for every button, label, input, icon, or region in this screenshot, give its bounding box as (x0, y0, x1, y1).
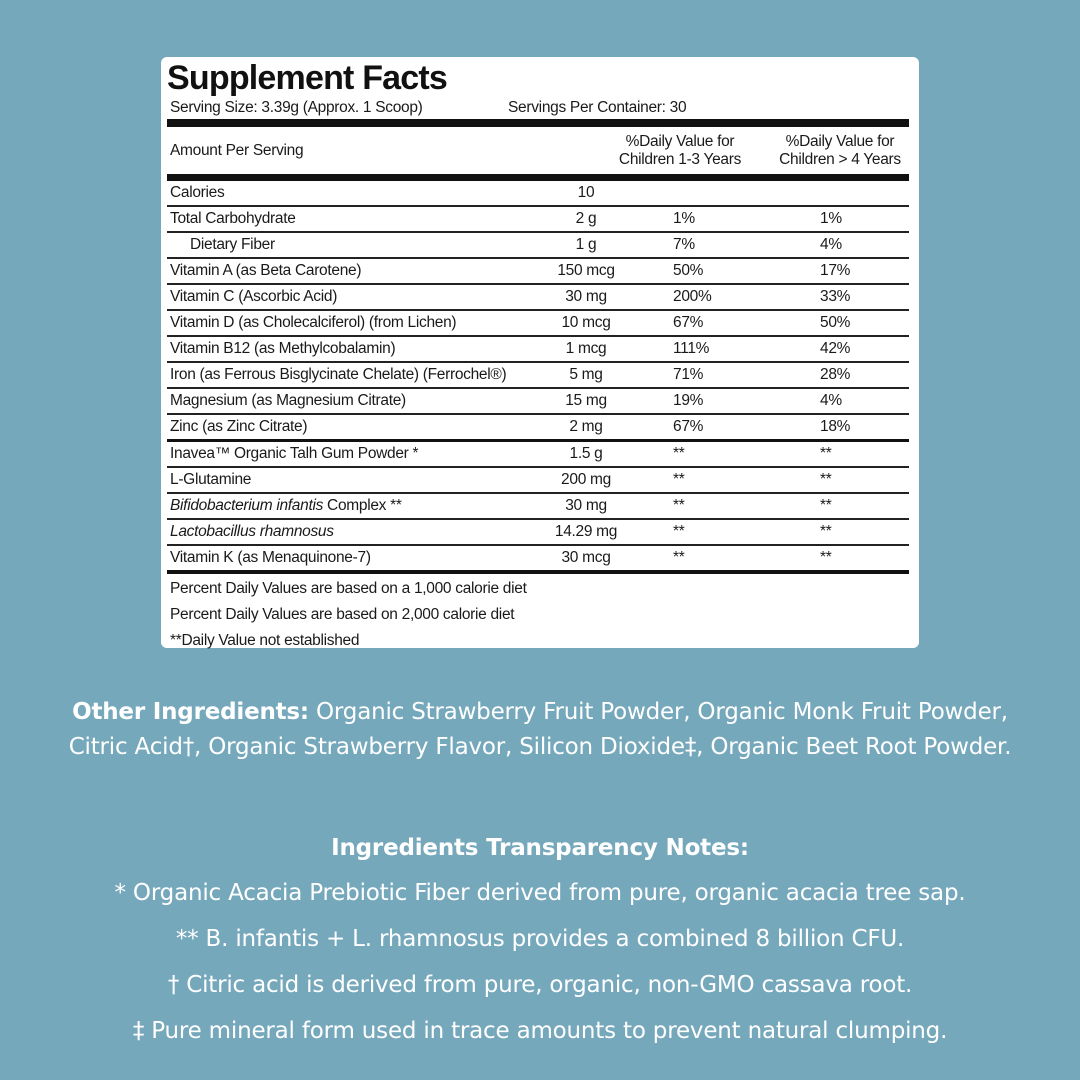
row-dv-children-1-3: ** (673, 549, 685, 566)
table-row (167, 546, 909, 570)
row-amount: 1.5 g (569, 445, 603, 462)
serving-size: Serving Size: 3.39g (Approx. 1 Scoop) (170, 99, 423, 116)
row-amount: 10 mcg (561, 314, 611, 331)
amount-per-serving-header: Amount Per Serving (170, 141, 304, 159)
table-row (167, 207, 909, 233)
supplement-facts-panel (161, 57, 919, 648)
row-dv-children-4: 4% (820, 236, 842, 253)
row-name: Magnesium (as Magnesium Citrate) (170, 392, 406, 409)
row-amount: 1 g (575, 236, 597, 253)
row-dv-children-4: ** (820, 471, 832, 488)
dv-children-1-3-header (600, 133, 760, 169)
row-name: Vitamin D (as Cholecalciferol) (from Lichen) (170, 314, 457, 331)
row-dv-children-1-3: 71% (673, 366, 704, 383)
dv-children-4-line2: Children > 4 Years (779, 150, 901, 168)
row-dv-children-1-3: 200% (673, 288, 712, 305)
table-row (167, 415, 909, 439)
serving-info (167, 97, 909, 119)
table-row (167, 181, 909, 207)
table-header (167, 127, 909, 177)
row-dv-children-4: 18% (820, 418, 851, 435)
row-amount: 30 mcg (561, 549, 611, 566)
row-amount: 2 mg (569, 418, 603, 435)
row-dv-children-4: 17% (820, 262, 851, 279)
footnotes (167, 574, 909, 654)
supplement-facts-title: Supplement Facts (167, 59, 448, 97)
row-name: Zinc (as Zinc Citrate) (170, 418, 308, 435)
footnote-2000-calorie: Percent Daily Values are based on 2,000 calorie diet (170, 606, 515, 623)
row-name: Vitamin C (Ascorbic Acid) (170, 288, 338, 305)
row-name: Inavea™ Organic Talh Gum Powder * (170, 445, 419, 462)
table-row (167, 494, 909, 520)
other-ingredients-text: Organic Strawberry Fruit Powder, Organic Monk Fruit Powder, Citric Acid†, Organic Strawberry Flavor, Silicon Dioxide‡, Organic Beet Root Powder. (68, 699, 1012, 760)
row-name: Calories (170, 184, 225, 201)
dv-children-4-header (760, 133, 920, 169)
row-dv-children-4: ** (820, 497, 832, 514)
footnote-dv-not-established: **Daily Value not established (170, 632, 360, 649)
row-dv-children-1-3: 67% (673, 314, 704, 331)
row-amount: 30 mg (565, 288, 607, 305)
dv-children-4-line1: %Daily Value for (785, 132, 895, 150)
row-name: L-Glutamine (170, 471, 252, 488)
row-amount: 150 mcg (557, 262, 615, 279)
row-name-italic: Bifidobacterium infantis (170, 497, 324, 514)
row-dv-children-4 (733, 181, 913, 205)
row-dv-children-1-3: 7% (673, 236, 695, 253)
table-row (167, 468, 909, 494)
row-dv-children-4: ** (820, 523, 832, 540)
servings-per-container: Servings Per Container: 30 (508, 99, 687, 116)
note-probiotic-cfu: ** B. infantis + L. rhamnosus provides a combined 8 billion CFU. (175, 926, 905, 952)
note-citric-acid: † Citric acid is derived from pure, organic, non-GMO cassava root. (167, 972, 913, 998)
ingredient-rows (167, 442, 909, 570)
table-row (167, 337, 909, 363)
table-row (167, 233, 909, 259)
footnote-1000-calorie: Percent Daily Values are based on a 1,000 calorie diet (170, 580, 527, 597)
row-dv-children-1-3: ** (673, 471, 685, 488)
row-dv-children-1-3: 19% (673, 392, 704, 409)
nutrient-rows (167, 181, 909, 439)
row-name: Vitamin A (as Beta Carotene) (170, 262, 362, 279)
row-dv-children-4: 33% (820, 288, 851, 305)
row-dv-children-1-3: 1% (673, 210, 695, 227)
dv-children-1-3-line2: Children 1-3 Years (618, 150, 742, 168)
row-name: Total Carbohydrate (170, 210, 296, 227)
row-amount: 15 mg (565, 392, 607, 409)
row-name-italic: Lactobacillus rhamnosus (170, 523, 334, 540)
table-row (167, 442, 909, 468)
row-amount: 200 mg (561, 471, 611, 488)
row-name: Vitamin K (as Menaquinone-7) (170, 549, 371, 566)
row-name: Dietary Fiber (190, 236, 275, 253)
row-dv-children-4: 4% (820, 392, 842, 409)
note-acacia: * Organic Acacia Prebiotic Fiber derived from pure, organic acacia tree sap. (114, 880, 966, 906)
row-name: Vitamin B12 (as Methylcobalamin) (170, 340, 396, 357)
row-dv-children-1-3: 67% (673, 418, 704, 435)
row-name: Iron (as Ferrous Bisglycinate Chelate) (Ferrochel®) (170, 366, 507, 383)
note-silicon-dioxide: ‡ Pure mineral form used in trace amounts to prevent natural clumping. (132, 1018, 948, 1044)
row-dv-children-1-3: 50% (673, 262, 704, 279)
thick-divider (167, 119, 909, 127)
row-dv-children-1-3: ** (673, 523, 685, 540)
other-ingredients (40, 695, 1040, 765)
row-dv-children-1-3: ** (673, 445, 685, 462)
table-row (167, 389, 909, 415)
row-dv-children-1-3 (637, 181, 733, 205)
table-row (167, 520, 909, 546)
table-row (167, 311, 909, 337)
row-dv-children-4: 28% (820, 366, 851, 383)
row-dv-children-4: ** (820, 445, 832, 462)
table-row (167, 363, 909, 389)
other-ingredients-label: Other Ingredients: (72, 699, 309, 725)
row-dv-children-1-3: 111% (673, 340, 710, 357)
row-name-rest: Complex ** (323, 497, 402, 514)
row-name (170, 494, 535, 518)
row-amount: 30 mg (565, 497, 607, 514)
dv-children-1-3-line1: %Daily Value for (625, 132, 735, 150)
row-amount: 1 mcg (565, 340, 607, 357)
table-row (167, 285, 909, 311)
row-dv-children-4: ** (820, 549, 832, 566)
row-amount: 10 (577, 184, 595, 201)
row-dv-children-4: 50% (820, 314, 851, 331)
table-row (167, 259, 909, 285)
transparency-notes-title: Ingredients Transparency Notes: (331, 835, 749, 861)
row-amount: 5 mg (569, 366, 603, 383)
row-amount: 14.29 mg (554, 523, 618, 540)
row-dv-children-1-3: ** (673, 497, 685, 514)
row-name (170, 520, 535, 544)
row-amount: 2 g (575, 210, 597, 227)
row-dv-children-4: 42% (820, 340, 851, 357)
row-dv-children-4: 1% (820, 210, 842, 227)
